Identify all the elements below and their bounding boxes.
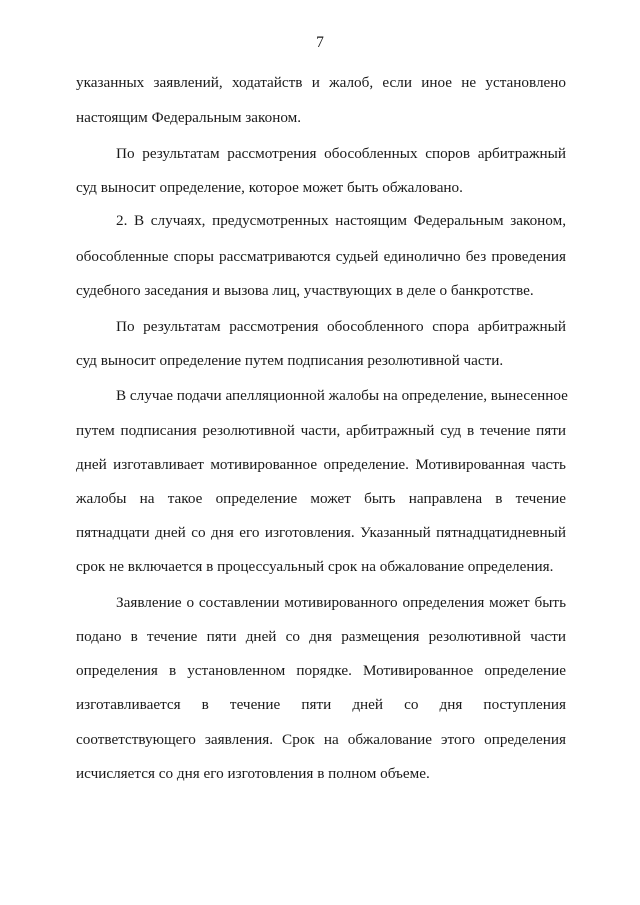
paragraph-6-line-4: изготавливается в течение пяти дней со дня поступления: [76, 696, 566, 713]
paragraph-6-line-3: определения в установленном порядке. Мотивированное определение: [76, 662, 566, 679]
page-number: 7: [316, 34, 324, 51]
paragraph-4-line-2: суд выносит определение путем подписания резолютивной части.: [76, 352, 504, 369]
paragraph-2-line-2: суд выносит определение, которое может быть обжаловано.: [76, 179, 463, 196]
paragraph-5-line-1: В случае подачи апелляционной жалобы на определение, вынесенное: [116, 387, 568, 404]
paragraph-5-line-4: жалобы на такое определение может быть направлена в течение: [76, 490, 566, 507]
paragraph-3-line-1: 2. В случаях, предусмотренных настоящим Федеральным законом,: [116, 212, 566, 229]
paragraph-2-line-1: По результатам рассмотрения обособленных споров арбитражный: [116, 145, 566, 162]
paragraph-3-line-2: обособленные споры рассматриваются судьей единолично без проведения: [76, 248, 566, 265]
paragraph-1-line-1: указанных заявлений, ходатайств и жалоб, если иное не установлено: [76, 74, 566, 91]
paragraph-3-line-3: судебного заседания и вызова лиц, участвующих в деле о банкротстве.: [76, 282, 534, 299]
paragraph-6-line-1: Заявление о составлении мотивированного определения может быть: [116, 594, 566, 611]
paragraph-5-line-5: пятнадцати дней со дня его изготовления. Указанный пятнадцатидневный: [76, 524, 566, 541]
paragraph-6-line-2: подано в течение пяти дней со дня размещения резолютивной части: [76, 628, 566, 645]
paragraph-4-line-1: По результатам рассмотрения обособленного спора арбитражный: [116, 318, 566, 335]
paragraph-1-line-2: настоящим Федеральным законом.: [76, 109, 302, 126]
paragraph-5-line-2: путем подписания резолютивной части, арбитражный суд в течение пяти: [76, 422, 566, 439]
paragraph-6-line-5: соответствующего заявления. Срок на обжалование этого определения: [76, 731, 566, 748]
paragraph-6-line-6: исчисляется со дня его изготовления в полном объеме.: [76, 765, 430, 782]
paragraph-5-line-3: дней изготавливает мотивированное определение. Мотивированная часть: [76, 456, 566, 473]
paragraph-5-line-6: срок не включается в процессуальный срок на обжалование определения.: [76, 558, 554, 575]
